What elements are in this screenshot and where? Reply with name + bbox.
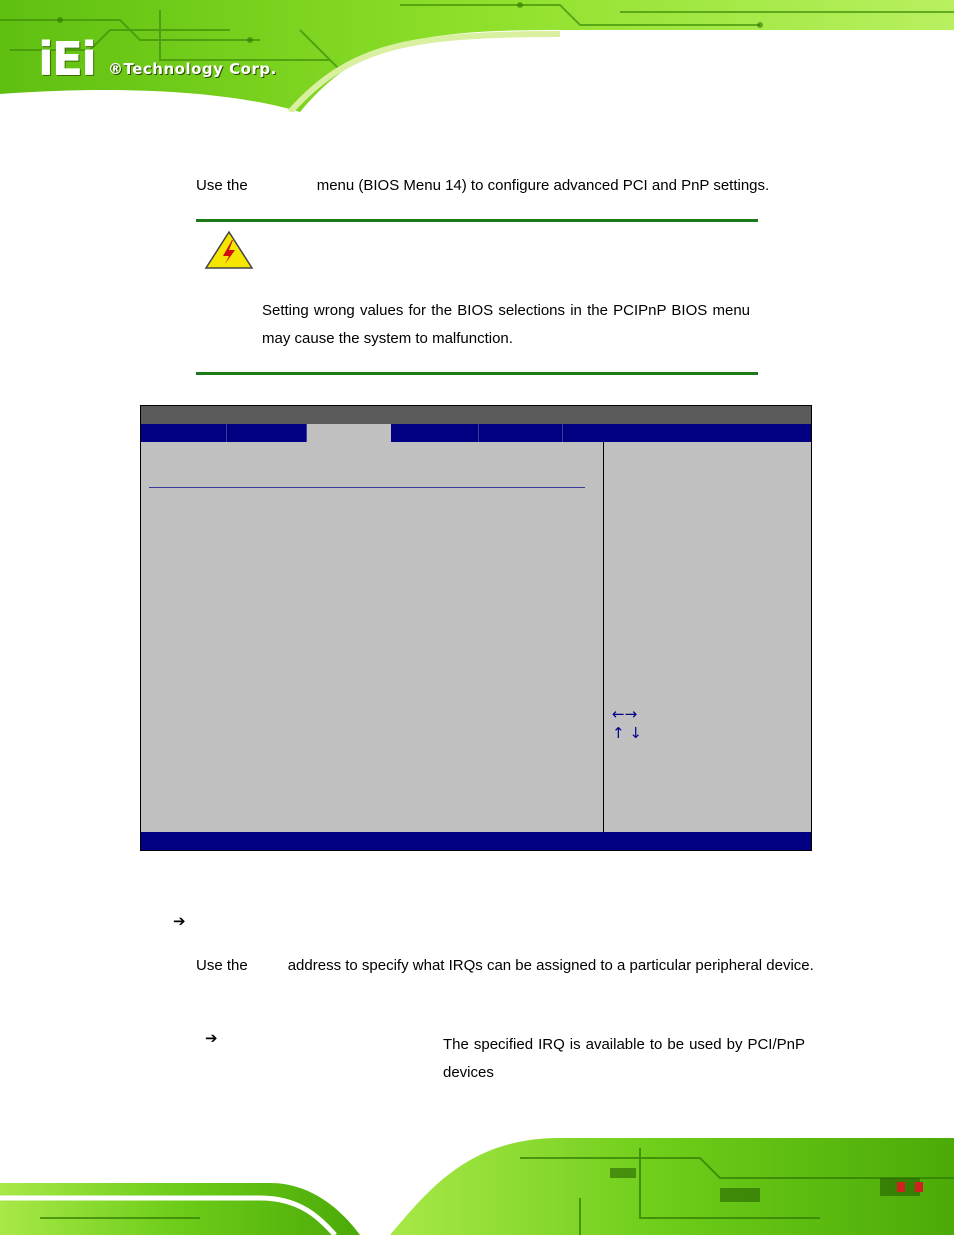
left-right-arrows-icon: ←→ bbox=[612, 705, 638, 723]
bios-panel-divider bbox=[603, 442, 604, 832]
company-name: ®Technology Corp. bbox=[108, 60, 277, 78]
section-text-prefix: Use the bbox=[196, 957, 248, 974]
bios-tab[interactable] bbox=[141, 424, 227, 442]
circuit-board-banner bbox=[0, 0, 954, 112]
bios-menu-screenshot bbox=[140, 405, 812, 851]
warning-bottom-rule bbox=[196, 372, 758, 375]
bios-status-bar bbox=[141, 832, 811, 850]
section-text-suffix: address to specify what IRQs can be assigned to a particular peripheral device. bbox=[287, 957, 814, 974]
company-logo: iEi bbox=[38, 32, 95, 86]
bios-tab-active[interactable] bbox=[307, 424, 391, 444]
option-description: The specified IRQ is available to be used by PCI/PnP devices bbox=[443, 1036, 805, 1081]
intro-paragraph bbox=[196, 172, 816, 200]
section-description bbox=[196, 952, 814, 980]
bios-tab[interactable] bbox=[227, 424, 307, 442]
page-footer bbox=[0, 1128, 954, 1235]
section-arrow-icon: ➔ bbox=[173, 912, 186, 930]
warning-triangle-icon bbox=[204, 230, 254, 270]
bios-tab[interactable] bbox=[479, 424, 563, 442]
option-arrow-icon: ➔ bbox=[205, 1029, 218, 1047]
up-down-arrows-icon: ↑ ↓ bbox=[612, 724, 642, 742]
circuit-board-footer bbox=[0, 1128, 954, 1235]
intro-suffix: menu (BIOS Menu 14) to configure advanced PCI and PnP settings. bbox=[316, 177, 770, 194]
warning-text: Setting wrong values for the BIOS selections in the PCIPnP BIOS menu may cause the system to malfunction. bbox=[262, 302, 750, 347]
page-header bbox=[0, 0, 954, 112]
warning-top-rule bbox=[196, 219, 758, 222]
bios-menu-tabs bbox=[141, 424, 811, 442]
bios-settings-panel bbox=[147, 442, 603, 832]
bios-header-separator bbox=[149, 487, 585, 488]
intro-prefix: Use the bbox=[196, 177, 248, 194]
bios-tab[interactable] bbox=[391, 424, 479, 442]
bios-title-bar bbox=[141, 406, 811, 424]
